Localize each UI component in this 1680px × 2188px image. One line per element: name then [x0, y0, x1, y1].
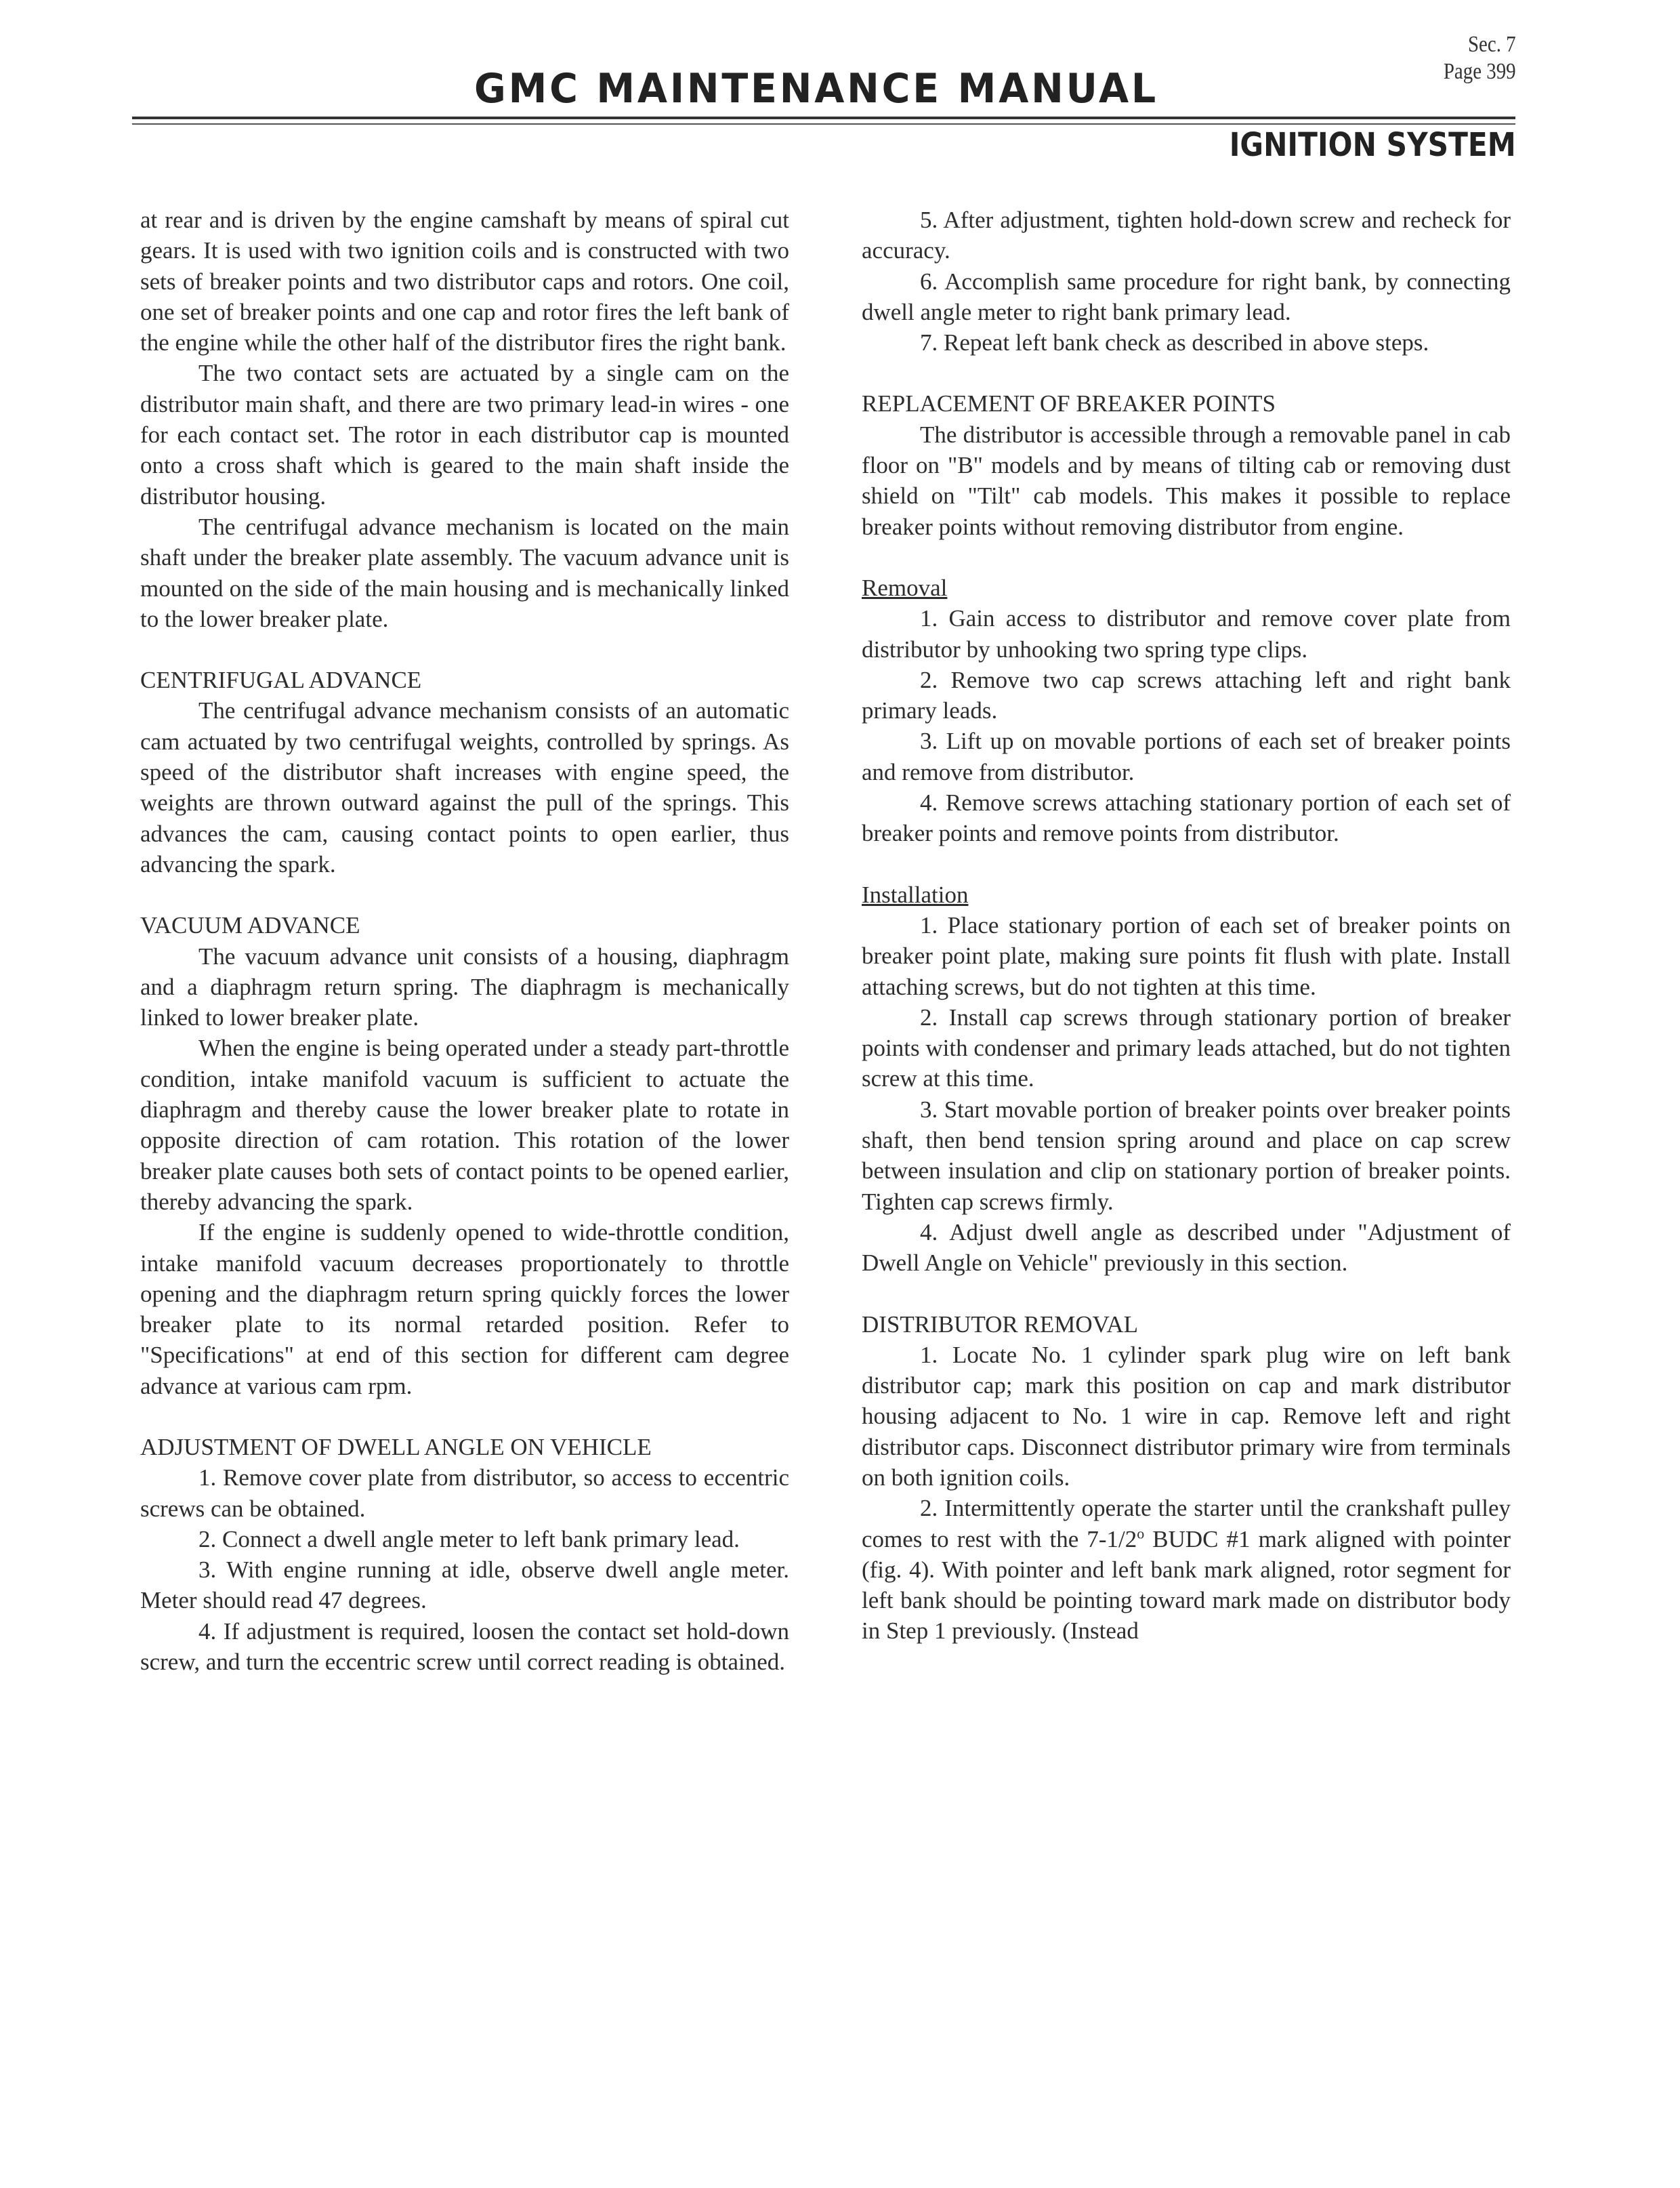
section-number: Sec. 7 [1468, 32, 1516, 57]
step-text: 2. Intermittently operate the starter until the crankshaft pulley comes to rest with the 7-1/2 [862, 1495, 1511, 1552]
subsection-heading: Removal [862, 574, 948, 601]
step: 1. Place stationary portion of each set of breaker points on breaker point plate, making sure points fit flush with plate. Install attaching screws, but do not tighten at this time. [862, 911, 1511, 1000]
step: 1. Locate No. 1 cylinder spark plug wire on left bank distributor cap; mark this position on cap and mark distributor housing adjacent to No. 1 wire in cap. Remove left and right distributor caps. Disconnect distributor primary wire from terminals on both ignition coils. [862, 1341, 1511, 1491]
step: 4. Adjust dwell angle as described under "Adjustment of Dwell Angle on Vehicle" previously in this section. [862, 1218, 1511, 1277]
section-heading: DISTRIBUTOR REMOVAL [862, 1310, 1139, 1338]
step: 1. Remove cover plate from distributor, so access to eccentric screws can be obtained. [140, 1464, 789, 1522]
step: 2. Install cap screws through stationary portion of breaker points with condenser and primary leads attached, but do not tighten screw at this time. [862, 1004, 1511, 1092]
left-column [140, 205, 789, 1677]
step: 4. If adjustment is required, loosen the contact set hold-down screw, and turn the eccentric screw until correct reading is obtained. [140, 1617, 789, 1676]
paragraph: The centrifugal advance mechanism is located on the main shaft under the breaker plate assembly. The vacuum advance unit is mounted on the side of the main housing and is mechanically linked to the lower breaker plate. [140, 513, 789, 632]
step: 2. Connect a dwell angle meter to left bank primary lead. [198, 1525, 740, 1552]
manual-title: GMC MAINTENANCE MANUAL [474, 65, 1158, 112]
chapter-title: IGNITION SYSTEM [1229, 126, 1516, 164]
step: 1. Gain access to distributor and remove cover plate from distributor by unhooking two spring type clips. [862, 605, 1511, 663]
degree-superscript: o [1137, 1524, 1145, 1542]
step: 2. Remove two cap screws attaching left and right bank primary leads. [862, 666, 1511, 724]
paragraph: The two contact sets are actuated by a single cam on the distributor main shaft, and there are two primary lead-in wires - one for each contact set. The rotor in each distributor cap is mounted onto a cross shaft which is geared to the main shaft inside the distributor housing. [140, 360, 789, 510]
section-heading: ADJUSTMENT OF DWELL ANGLE ON VEHICLE [140, 1433, 652, 1460]
right-column [862, 205, 1511, 1647]
section-heading: REPLACEMENT OF BREAKER POINTS [862, 390, 1276, 417]
paragraph: The vacuum advance unit consists of a housing, diaphragm and a diaphragm return spring. The diaphragm is mechanically linked to lower breaker plate. [140, 943, 789, 1031]
paragraph: The centrifugal advance mechanism consists of an automatic cam actuated by two centrifugal weights, controlled by springs. As speed of the distributor shaft increases with engine speed, the weights are thrown outward against the pull of the springs. This advances the cam, causing contact points to open earlier, thus advancing the spark. [140, 697, 789, 878]
step: 3. With engine running at idle, observe dwell angle meter. Meter should read 47 degrees. [140, 1556, 789, 1614]
paragraph: When the engine is being operated under a steady part-throttle condition, intake manifold vacuum is sufficient to actuate the diaphragm and thereby cause the lower breaker plate to rotate in opposite direction of cam rotation. This rotation of the lower breaker plate causes both sets of contact points to be opened earlier, thereby advancing the spark. [140, 1035, 789, 1215]
page-number: Page 399 [1444, 59, 1516, 84]
step: 5. After adjustment, tighten hold-down screw and recheck for accuracy. [862, 207, 1511, 264]
step: 4. Remove screws attaching stationary portion of each set of breaker points and remove points from distributor. [862, 789, 1511, 847]
paragraph: If the engine is suddenly opened to wide-throttle condition, intake manifold vacuum decreases proportionately to throttle opening and the diaphragm return spring quickly forces the lower breaker plate to its normal retarded position. Refer to "Specifications" at end of this section for different cam degree advance at various cam rpm. [140, 1219, 789, 1399]
step-text: BUDC #1 mark aligned with pointer (fig. 4). With pointer and left bank mark aligned, rotor segment for left bank should be pointing toward mark made on distributor body in Step 1 previously. (Instead [862, 1525, 1511, 1645]
step: 3. Lift up on movable portions of each set of breaker points and remove from distributor. [862, 728, 1511, 785]
step: 3. Start movable portion of breaker points over breaker points shaft, then bend tension spring around and place on cap screw between insulation and clip on stationary portion of breaker points. Tighten cap screws firmly. [862, 1096, 1511, 1215]
header-rule-thick [132, 117, 1515, 119]
step [862, 1493, 1511, 1646]
section-heading: CENTRIFUGAL ADVANCE [140, 667, 422, 694]
header-rule-thin [132, 123, 1515, 125]
step: 7. Repeat left bank check as described in above steps. [920, 329, 1429, 356]
section-page-label [1444, 31, 1516, 85]
paragraph: at rear and is driven by the engine camshaft by means of spiral cut gears. It is used with two ignition coils and is constructed with two sets of breaker points and two distributor caps and rotors. One coil, one set of breaker points and one cap and rotor fires the left bank of the engine while the other half of the distributor fires the right bank. [140, 207, 789, 356]
section-heading: VACUUM ADVANCE [140, 912, 360, 939]
subsection-heading: Installation [862, 881, 969, 908]
paragraph: The distributor is accessible through a removable panel in cab floor on "B" models and by means of tilting cab or removing dust shield on "Tilt" cab models. This makes it possible to replace breaker points without removing distributor from engine. [862, 421, 1511, 540]
step: 6. Accomplish same procedure for right bank, by connecting dwell angle meter to right bank primary lead. [862, 268, 1511, 325]
